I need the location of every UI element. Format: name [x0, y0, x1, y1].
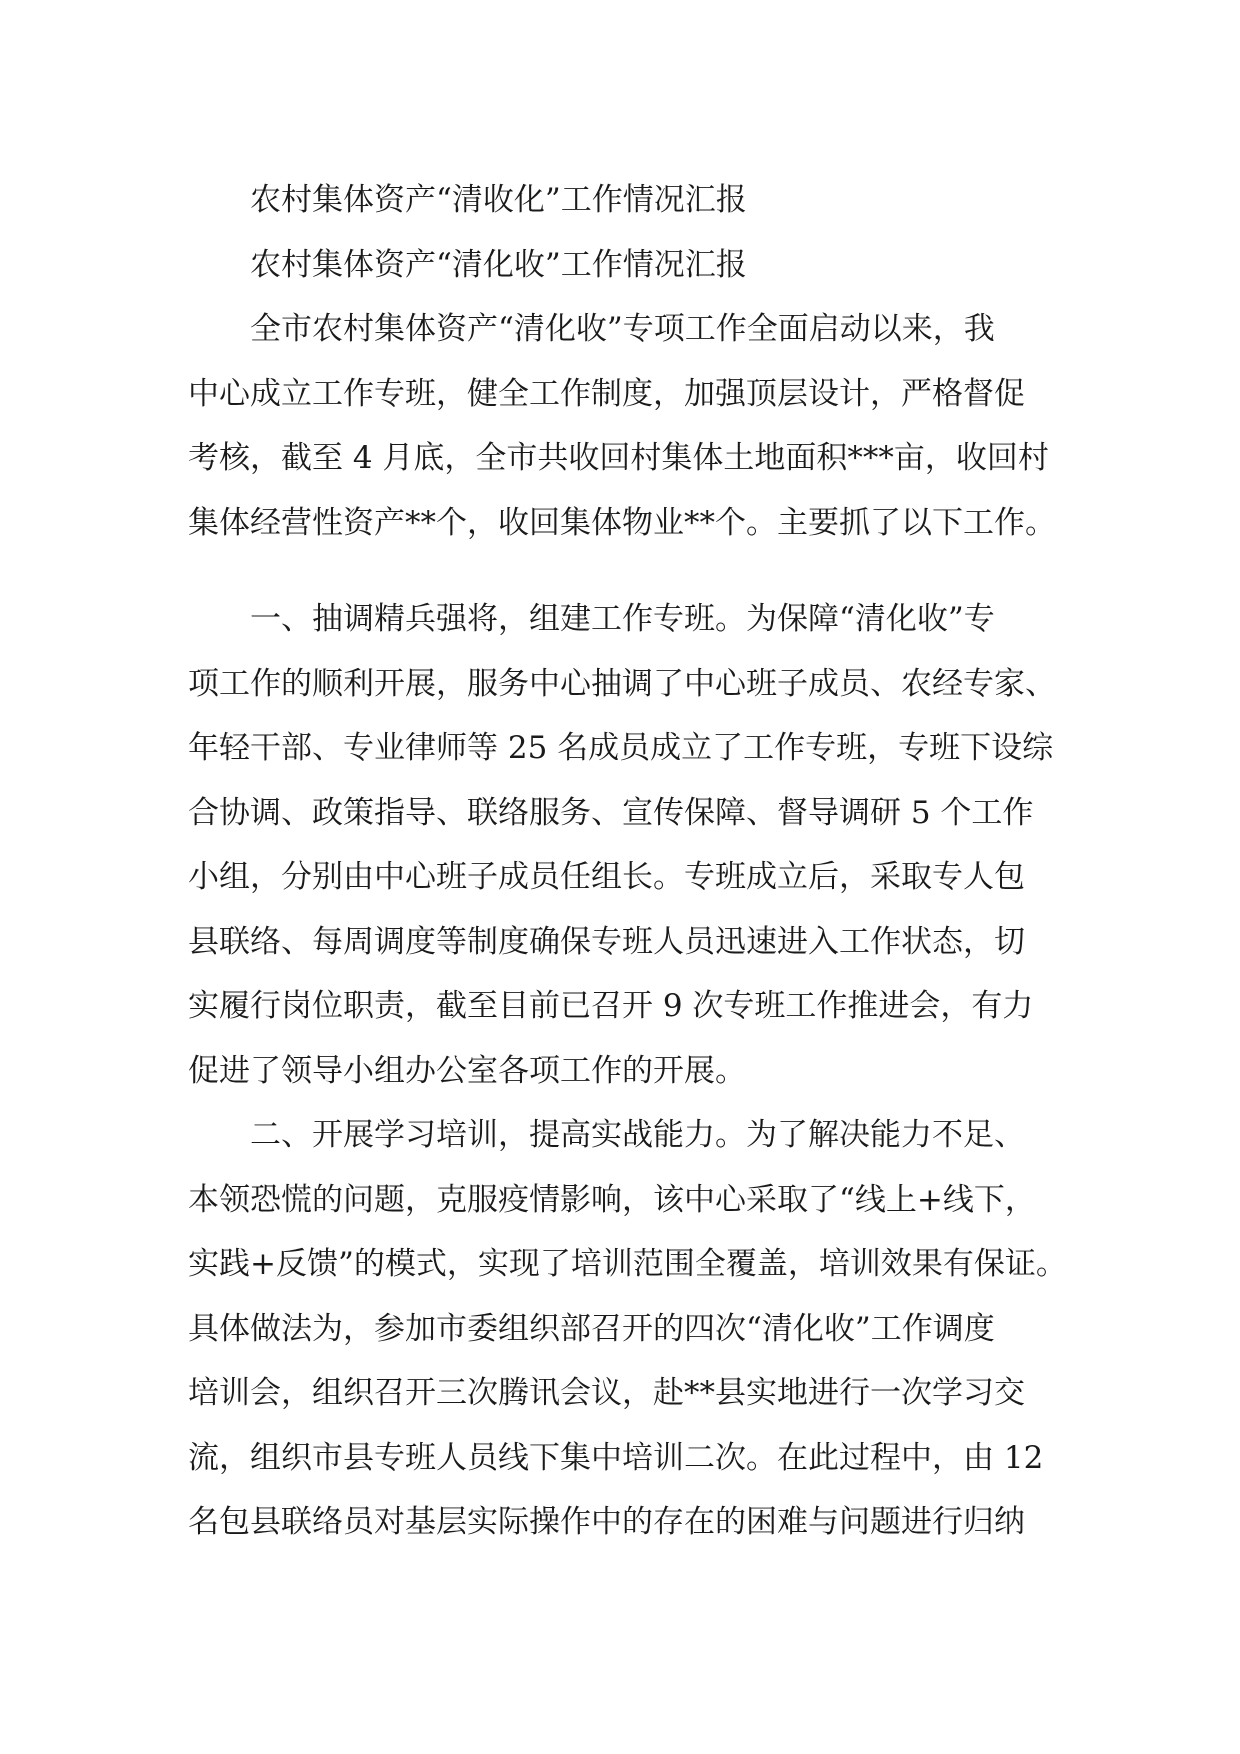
intro-line: 中心成立工作专班，健全工作制度，加强顶层设计，严格督促 — [188, 375, 1025, 412]
document-title-line-2: 农村集体资产“清化收”工作情况汇报 — [250, 246, 747, 283]
section-2-line: 具体做法为，参加市委组织部召开的四次“清化收”工作调度 — [188, 1310, 995, 1347]
section-1-line: 一、抽调精兵强将，组建工作专班。为保障“清化收”专 — [250, 601, 995, 637]
section-1-paragraph — [188, 587, 1068, 1103]
section-2-line: 流，组织市县专班人员线下集中培训二次。在此过程中，由 12 — [188, 1439, 1044, 1476]
section-1-line: 实履行岗位职责，截至目前已召开 9 次专班工作推进会，有力 — [188, 988, 1034, 1024]
document-body — [188, 168, 1068, 1555]
document-title-line-1: 农村集体资产“清收化”工作情况汇报 — [250, 182, 747, 218]
intro-paragraph — [188, 297, 1068, 555]
section-1-line: 项工作的顺利开展，服务中心抽调了中心班子成员、农经专家、 — [188, 665, 1056, 702]
section-2-line: 实践+反馈”的模式，实现了培训范围全覆盖，培训效果有保证。 — [188, 1246, 1067, 1282]
section-1-line: 合协调、政策指导、联络服务、宣传保障、督导调研 5 个工作 — [188, 794, 1034, 831]
section-1-line: 年轻干部、专业律师等 25 名成员成立了工作专班，专班下设综 — [188, 730, 1054, 766]
section-1-line: 县联络、每周调度等制度确保专班人员迅速进入工作状态，切 — [188, 923, 1025, 960]
section-1-line: 小组，分别由中心班子成员任组长。专班成立后，采取专人包 — [188, 859, 1025, 895]
section-2-line: 本领恐慌的问题，克服疫情影响，该中心采取了“线上+线下， — [188, 1181, 1036, 1218]
section-1-line: 促进了领导小组办公室各项工作的开展。 — [188, 1052, 746, 1089]
intro-line: 集体经营性资产**个，收回集体物业**个。主要抓了以下工作。 — [188, 504, 1056, 541]
intro-line: 考核，截至 4 月底，全市共收回村集体土地面积***亩，收回村 — [188, 440, 1049, 476]
section-2-line: 二、开展学习培训，提高实战能力。为了解决能力不足、 — [250, 1117, 1025, 1153]
intro-line: 全市农村集体资产“清化收”专项工作全面启动以来，我 — [250, 311, 995, 347]
section-2-line: 培训会，组织召开三次腾讯会议，赴**县实地进行一次学习交 — [188, 1375, 1025, 1411]
section-2-paragraph — [188, 1103, 1068, 1555]
paragraph-gap — [188, 555, 1068, 587]
section-2-line: 名包县联络员对基层实际操作中的存在的困难与问题进行归纳 — [188, 1504, 1025, 1540]
